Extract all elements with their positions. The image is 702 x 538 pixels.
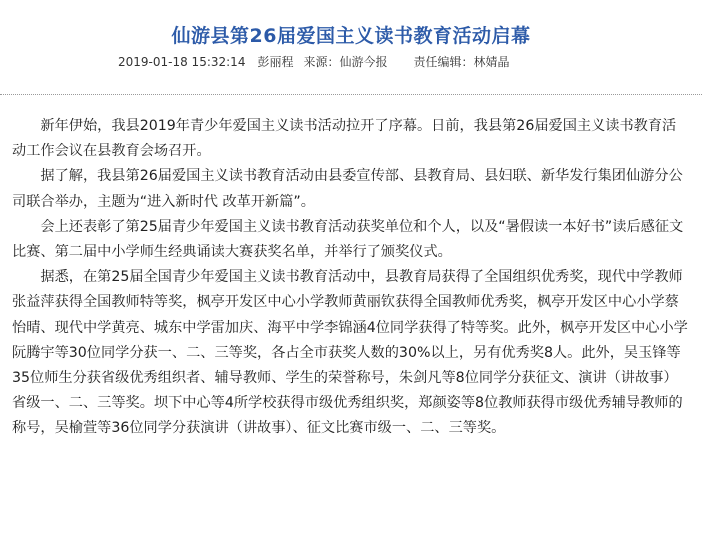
article-body <box>12 114 688 442</box>
article-paragraph: 据了解，我县第26届爱国主义读书教育活动由县委宣传部、县教育局、县妇联、新华发行集团仙游分公司联合举办，主题为“进入新时代 改革开新篇”。 <box>12 168 683 210</box>
source-name: 仙游今报 <box>339 55 388 69</box>
article-meta <box>118 52 510 72</box>
editor-label: 责任编辑： <box>413 55 474 69</box>
publish-date: 2019-01-18 15:32:14 <box>118 55 246 69</box>
source-label: 来源： <box>303 55 340 69</box>
article-paragraph: 新年伊始，我县2019年青少年爱国主义读书活动拉开了序幕。日前，我县第26届爱国主义读书教育活动工作会议在县教育会场召开。 <box>12 118 677 160</box>
author-name: 彭丽程 <box>257 55 294 69</box>
article-paragraph: 据悉，在第25届全国青少年爱国主义读书教育活动中，县教育局获得了全国组织优秀奖，现代中学教师张益萍获得全国教师特等奖，枫亭开发区中心小学教师黄丽钦获得全国教师优秀奖，枫亭开发区中心小学蔡怡晴、现代中学黄亮、城东中学雷加庆、海平中学李锦涵4位同学获得了特等奖。此外，枫亭开发区中心小学阮腾宇等30位同学分获一、二、三等奖，各占全市获奖人数的30%以上，另有优秀奖8人。此外，吴玉锋等35位师生分获省级优秀组织者、辅导教师、学生的荣誉称号，朱剑凡等8位同学分获征文、演讲（讲故事）省级一、二、三等奖。坝下中心等4所学校获得市级优秀组织奖，郑颜姿等8位教师获得市级优秀辅导教师的称号，吴榆萱等36位同学分获演讲（讲故事）、征文比赛市级一、二、三等奖。 <box>12 269 688 437</box>
article-title: 仙游县第26届爱国主义读书教育活动启幕 <box>171 24 531 47</box>
editor-name: 林婧晶 <box>473 55 510 69</box>
header-divider <box>0 94 702 95</box>
article-paragraph: 会上还表彰了第25届青少年爱国主义读书教育活动获奖单位和个人，以及“暑假读一本好书”读后感征文比赛、第二届中小学师生经典诵读大赛获奖名单，并举行了颁奖仪式。 <box>12 218 684 261</box>
